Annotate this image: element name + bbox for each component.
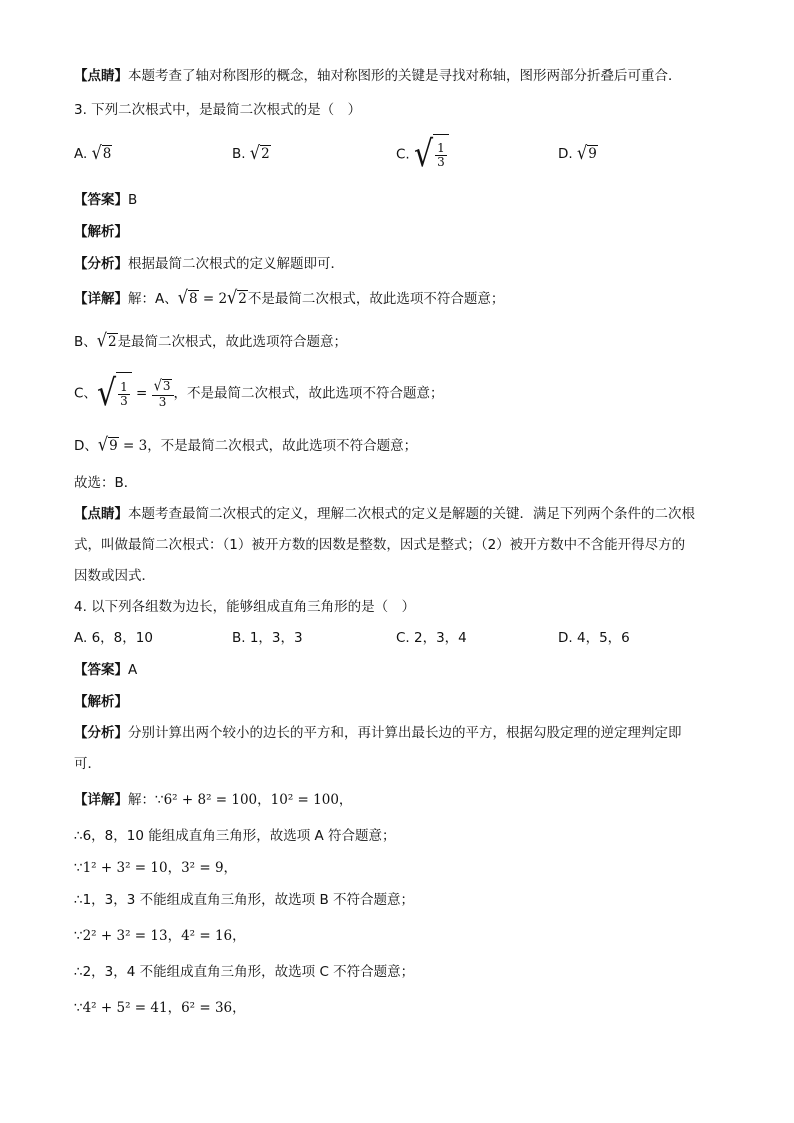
dianjing-tag: 【点睛】 xyxy=(74,506,128,522)
separator: ， xyxy=(167,860,182,876)
equation: 3² = 9 xyxy=(181,860,224,876)
q3-option-a xyxy=(74,141,112,164)
denominator: 3 xyxy=(120,394,128,408)
dianjing-tag: 【点睛】 xyxy=(74,68,128,84)
radicand: 2 xyxy=(107,334,117,350)
line-prefix: D、 xyxy=(74,438,98,454)
fenxi-tag: 【分析】 xyxy=(74,256,128,272)
q3-choose: 故选：B． xyxy=(74,475,138,491)
numerator: 1 xyxy=(437,141,445,155)
separator: ， xyxy=(167,1000,182,1016)
denominator: 3 xyxy=(437,155,445,169)
radicand: 8 xyxy=(102,146,112,162)
because-symbol: ∵ xyxy=(74,928,83,944)
q3-fenxi xyxy=(74,254,344,274)
sqrt-expression: √2 xyxy=(249,141,270,164)
equation: 1² + 3² = 10 xyxy=(82,860,168,876)
option-label: A. xyxy=(74,146,88,162)
line-prefix: B、 xyxy=(74,334,97,350)
radicand: 8 xyxy=(188,291,198,307)
q4-fenxi-1 xyxy=(74,723,682,743)
equals-text: = 3 xyxy=(118,438,148,454)
equation: 2² + 3² = 13 xyxy=(82,928,168,944)
radicand: 2 xyxy=(261,146,270,162)
equation: 4² + 5² = 41 xyxy=(82,1000,168,1016)
line-text: ，不是最简二次根式，故此选项不符合题意； xyxy=(173,385,444,402)
answer-tag: 【答案】 xyxy=(74,662,128,678)
radicand: 9 xyxy=(109,438,118,454)
separator: ， xyxy=(232,1000,246,1016)
q3-analysis-tag: 【解析】 xyxy=(74,224,128,240)
answer-tag: 【答案】 xyxy=(74,192,128,208)
q4-line-7 xyxy=(74,998,246,1018)
equals-text: = 2 xyxy=(198,291,228,307)
q3-dianjing-1 xyxy=(74,504,695,524)
q3-line-b xyxy=(74,329,348,352)
q4-option-a: A. 6，8，10 xyxy=(74,630,153,646)
q3-dianjing-3: 因数或因式． xyxy=(74,568,155,584)
denominator: 3 xyxy=(158,394,167,409)
equation: 6² + 8² = 100 xyxy=(163,792,258,808)
equals-text: = xyxy=(131,385,152,402)
q4-line-3 xyxy=(74,858,237,878)
radicand: 9 xyxy=(588,146,597,162)
fenxi-text: 根据最简二次根式的定义解题即可． xyxy=(128,256,344,272)
q3-line-d xyxy=(74,433,418,456)
line-text: 是最简二次根式，故此选项符合题意； xyxy=(117,334,348,350)
equation: 10² = 100 xyxy=(270,792,339,808)
separator: ， xyxy=(167,928,182,944)
xiangjie-pre: 解：∵ xyxy=(128,792,164,808)
because-symbol: ∵ xyxy=(74,860,83,876)
q4-xiangjie xyxy=(74,790,352,810)
q4-line-6: ∴2，3，4 不能组成直角三角形，故选项 C 不符合题意； xyxy=(74,964,415,980)
q3-answer xyxy=(74,190,137,210)
sqrt-expression: √8 xyxy=(177,286,198,309)
q4-analysis-tag: 【解析】 xyxy=(74,694,128,710)
sqrt-expression: √9 xyxy=(576,141,597,164)
sqrt-expression: √2 xyxy=(96,329,117,352)
option-label: C. xyxy=(396,146,410,163)
xiangjie-tag: 【详解】 xyxy=(74,291,128,307)
q4-option-d: D. 4，5，6 xyxy=(558,630,630,646)
q4-line-5 xyxy=(74,926,246,946)
line-prefix: C、 xyxy=(74,385,97,402)
separator: ， xyxy=(338,792,353,808)
answer-value: A xyxy=(128,662,138,678)
fraction-expression: $\frac{√3}{3}$ xyxy=(152,379,174,409)
separator: ， xyxy=(232,928,246,944)
q4-fenxi-2: 可． xyxy=(74,756,101,772)
radicand: 3 xyxy=(162,378,171,393)
equation: 4² = 16 xyxy=(181,928,233,944)
numerator: 1 xyxy=(120,380,128,394)
fenxi-tag: 【分析】 xyxy=(74,725,128,741)
q3-dianjing-2: 式，叫做最简二次根式：（1）被开方数的因数是整数，因式是整式；（2）被开方数中不含能开得尽方的 xyxy=(74,537,686,553)
radicand: 2 xyxy=(238,291,247,307)
q4-answer xyxy=(74,660,137,680)
option-label: B. xyxy=(232,146,246,162)
because-symbol: ∵ xyxy=(74,1000,83,1016)
sqrt-expression: √2 xyxy=(227,286,247,309)
intro-line xyxy=(74,66,682,86)
xiangjie-tag: 【详解】 xyxy=(74,792,128,808)
q4-line-4: ∴1，3，3 不能组成直角三角形，故选项 B 不符合题意； xyxy=(74,892,414,908)
q3-option-d xyxy=(558,141,598,164)
q4-line-2: ∴6，8，10 能组成直角三角形，故选项 A 符合题意； xyxy=(74,828,396,844)
separator: ， xyxy=(223,860,238,876)
q4-stem: 4. 以下列各组数为边长，能够组成直角三角形的是（ ） xyxy=(74,599,416,615)
xiangjie-post: 不是最简二次根式，故此选项不符合题意； xyxy=(247,291,505,307)
option-label: D. xyxy=(558,146,573,162)
xiangjie-pre: 解：A、 xyxy=(128,291,178,307)
q3-option-b xyxy=(232,141,271,164)
separator: ， xyxy=(257,792,271,808)
sqrt-expression: √9 xyxy=(97,433,118,456)
q3-xiangjie-a xyxy=(74,286,505,309)
sqrt-fraction-expression: √ $\frac{1}{3}$ xyxy=(97,372,132,415)
q3-line-c xyxy=(74,372,444,415)
fenxi-text: 分别计算出两个较小的边长的平方和，再计算出最长边的平方，根据勾股定理的逆定理判定即 xyxy=(128,725,682,741)
q4-option-c: C. 2，3，4 xyxy=(396,630,467,646)
answer-value: B xyxy=(128,192,138,208)
equation: 6² = 36 xyxy=(181,1000,233,1016)
line-text: ，不是最简二次根式，故此选项不符合题意； xyxy=(147,438,418,454)
intro-text: 本题考查了轴对称图形的概念，轴对称图形的关键是寻找对称轴，图形两部分折叠后可重合． xyxy=(128,68,682,84)
q3-option-c xyxy=(396,134,449,175)
q3-stem: 3. 下列二次根式中，是最简二次根式的是（ ） xyxy=(74,102,362,118)
q4-option-b: B. 1，3，3 xyxy=(232,630,303,646)
sqrt-fraction-expression: √ $\frac{1}{3}$ xyxy=(414,134,449,175)
sqrt-expression: √8 xyxy=(91,141,112,164)
dianjing-text: 本题考查最简二次根式的定义，理解二次根式的定义是解题的关键．满足下列两个条件的二次根 xyxy=(128,506,695,522)
